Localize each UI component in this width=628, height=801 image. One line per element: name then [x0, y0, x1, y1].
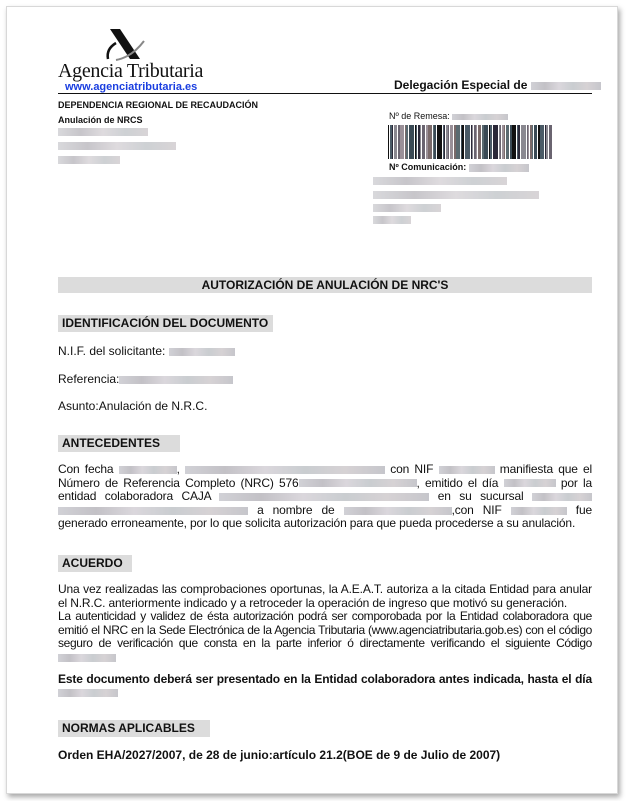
brand-name: Agencia Tributaria [58, 60, 204, 82]
antecedentes-paragraph [58, 463, 592, 531]
barcode-bar [406, 125, 408, 159]
barcode-bar [482, 125, 484, 159]
barcode-bar [538, 125, 540, 159]
redacted-value [469, 164, 529, 172]
text: manifiesta que el Número de Referencia Completo (NRC) 576 [58, 462, 593, 490]
document-body-flow [58, 435, 592, 762]
barcode-bar [444, 125, 445, 159]
redacted-recipient [373, 216, 411, 224]
barcode-bar [510, 125, 512, 159]
barcode-bar [428, 125, 432, 159]
acuerdo-paragraph-1: Una vez realizadas las comprobaciones oportunas, la A.E.A.T. autoriza a la citada Entidad para anular el N.R.C. anteriormente indicado y a retroceder la operación de ingreso que motivó su generación. [58, 581, 592, 610]
redacted-value [439, 466, 495, 474]
redacted-address [58, 142, 176, 150]
redacted-value [504, 479, 556, 487]
document-title: AUTORIZACIÓN DE ANULACIÓN DE NRC'S [58, 277, 592, 293]
remesa-text: Nº de Remesa: [389, 111, 450, 121]
barcode-bar [530, 125, 532, 159]
barcode-bar [422, 125, 425, 159]
barcode-bar [465, 125, 470, 159]
normas-text: Orden EHA/2027/2007, de 28 de junio:artículo 21.2(BOE de 9 de Julio de 2007) [58, 747, 501, 762]
barcode-bar [474, 125, 476, 159]
header-divider [58, 93, 592, 94]
barcode-bar [472, 125, 473, 159]
acuerdo-paragraph-2 [58, 610, 592, 664]
redacted-value [532, 493, 592, 501]
text: con NIF [390, 462, 434, 476]
comunicacion-text: Nº Comunicación: [389, 162, 467, 172]
barcode-bar [418, 125, 420, 159]
nif-solicitante [58, 344, 235, 358]
delegacion-label [394, 78, 601, 92]
barcode-bar [456, 125, 460, 159]
delegacion-text: Delegación Especial de [394, 78, 528, 92]
redacted-value [58, 507, 248, 515]
referencia [58, 372, 233, 386]
redacted-value [219, 493, 429, 501]
redacted-recipient [373, 204, 441, 212]
barcode-bar [443, 125, 444, 159]
barcode-bar [534, 125, 537, 159]
barcode-bar [415, 125, 416, 159]
barcode-bar [462, 125, 464, 159]
text: , emitido el día [416, 475, 499, 490]
barcode-bar [433, 125, 434, 159]
barcode-bar [518, 125, 520, 159]
redacted-value [344, 507, 452, 515]
dependencia: DEPENDENCIA REGIONAL DE RECAUDACIÓN [58, 100, 259, 110]
text: fue generado erroneamente, por lo que solicita autorización para que pueda procederse a su anulación. [58, 502, 592, 531]
barcode-bar [400, 125, 404, 159]
barcode-bar [546, 125, 548, 159]
agency-url-link[interactable]: www.agenciatributaria.es [65, 81, 198, 93]
subtitulo: Anulación de NRCS [58, 115, 143, 125]
barcode-bar [394, 125, 397, 159]
barcode-bar [476, 125, 477, 159]
barcode-bar [540, 125, 544, 159]
barcode-bar [390, 125, 392, 159]
barcode-bar [499, 125, 500, 159]
redacted-address [58, 156, 120, 164]
redacted-value [119, 466, 177, 474]
redacted-value [511, 507, 567, 515]
acuerdo-deadline [58, 673, 592, 700]
text: ,con NIF [451, 502, 502, 517]
barcode-bar [527, 125, 528, 159]
remesa-label [389, 111, 508, 122]
comunicacion-label [389, 162, 529, 173]
barcode-bar [426, 125, 428, 159]
section-normas: NORMAS APLICABLES [58, 720, 210, 737]
barcode-bar [500, 125, 501, 159]
barcode-bar [454, 125, 456, 159]
text: a nombre de [257, 502, 335, 517]
barcode-bar [405, 125, 406, 159]
barcode-bar [549, 125, 552, 159]
agencia-tributaria-logo [104, 29, 150, 63]
nif-label: N.I.F. del solicitante: [58, 344, 166, 358]
redacted-value [119, 376, 233, 384]
barcode-bar [545, 125, 546, 159]
redacted-value [299, 479, 417, 487]
redacted-recipient [373, 177, 507, 185]
text: La autenticidad y validez de ésta autorización podrá ser comporobada por la Entidad colaboradora que emitió el NRC en la Sede Electrónica de la Agencia Tributaria (www.agenciatributaria.gob.es) con el código seguro de verificación que consta en la parte inferior ó directamente verificando el siguiente Código [58, 609, 592, 651]
barcode-bar [517, 125, 518, 159]
barcode-bar [528, 125, 529, 159]
barcode-bar [490, 125, 492, 159]
text: , [176, 462, 180, 476]
redacted-value [185, 466, 385, 474]
asunto: Asunto:Anulación de N.R.C. [58, 399, 208, 413]
barcode-bar [471, 125, 472, 159]
barcode-bar [484, 125, 488, 159]
redacted-value [531, 82, 601, 90]
barcode-bar [450, 125, 453, 159]
barcode-bar [489, 125, 490, 159]
redacted-value [452, 114, 508, 120]
section-identificacion: IDENTIFICACIÓN DEL DOCUMENTO [58, 315, 273, 332]
barcode-bar [437, 125, 442, 159]
barcode-bar [461, 125, 462, 159]
barcode-bar [392, 125, 393, 159]
referencia-label: Referencia: [58, 372, 120, 386]
section-antecedentes: ANTECEDENTES [58, 435, 180, 452]
redacted-code [58, 654, 116, 662]
barcode-bar [521, 125, 526, 159]
text: Este documento deberá ser presentado en la Entidad colaboradora antes indicada, hasta el día [58, 671, 592, 686]
text: por la entidad colaboradora CAJA [58, 475, 593, 504]
redacted-value [169, 348, 235, 356]
barcode-bar [420, 125, 421, 159]
barcode-bar [504, 125, 505, 159]
barcode-bar [512, 125, 516, 159]
barcode-bar [388, 125, 389, 159]
redacted-date [58, 689, 118, 697]
barcode-bar [502, 125, 504, 159]
barcode-bar [398, 125, 400, 159]
barcode-bar [416, 125, 417, 159]
barcode-bar [506, 125, 509, 159]
barcode-bar [409, 125, 414, 159]
section-acuerdo: ACUERDO [58, 555, 132, 572]
barcode-bar [532, 125, 533, 159]
barcode-bar [493, 125, 498, 159]
barcode [388, 125, 552, 159]
barcode-bar [448, 125, 449, 159]
barcode-bar [434, 125, 436, 159]
redacted-recipient [373, 191, 539, 199]
text: Con fecha [58, 462, 114, 476]
text: en su sucursal [437, 489, 524, 504]
barcode-bar [478, 125, 481, 159]
barcode-bar [446, 125, 448, 159]
redacted-address [58, 128, 148, 136]
